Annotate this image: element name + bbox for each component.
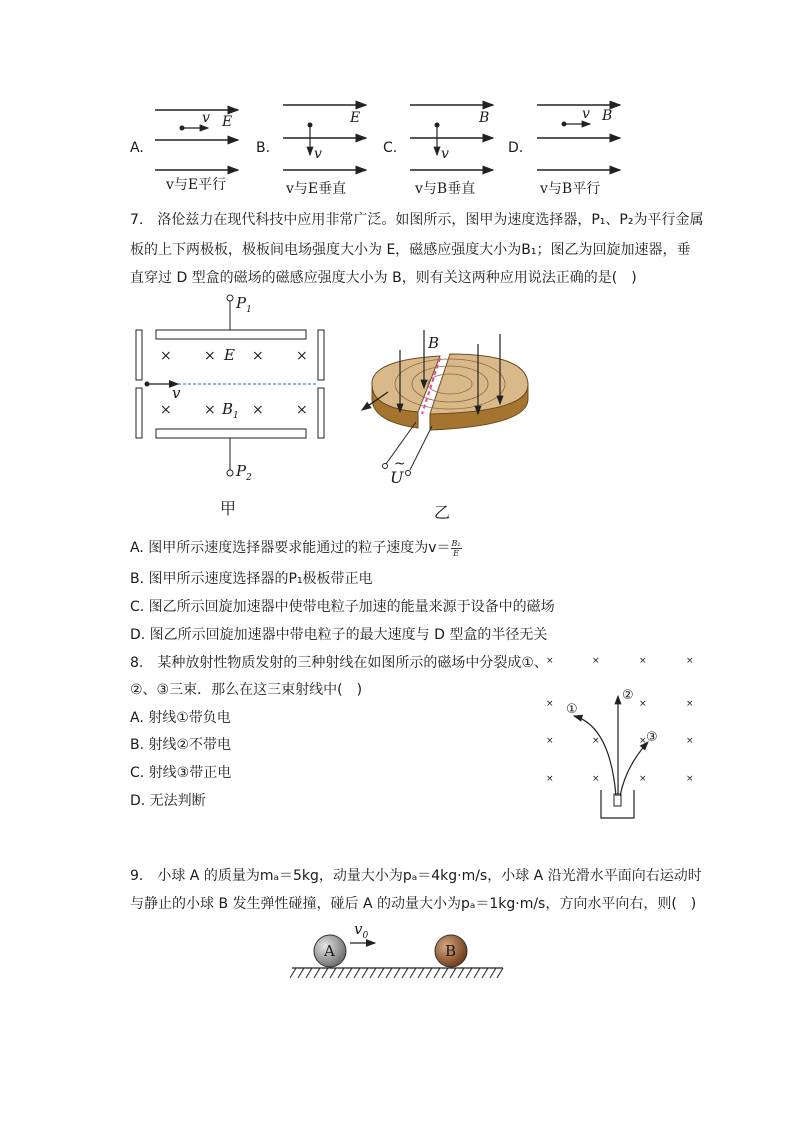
q7-stem-line-1: 7. 洛伦兹力在现代科技中应用非常广泛。如图所示，图甲为速度选择器，P₁、P₂为平行金属 [130, 212, 704, 228]
option-caption: v与E垂直 [286, 181, 347, 197]
velocity-label: v [172, 384, 181, 402]
cross-mark: × [639, 699, 647, 709]
field-lines-diagram [278, 100, 378, 180]
cross-mark: × [160, 348, 172, 364]
cross-mark: × [592, 736, 600, 746]
q7-option-a: A. 图甲所示速度选择器要求能通过的粒子速度为v＝ $\frac{\text{B₁}}{E}$ [130, 538, 461, 558]
b1-label: $B_1$ [222, 400, 239, 421]
q6-option-c [383, 100, 503, 195]
field-label: E [222, 114, 233, 130]
option-caption: v与B平行 [540, 181, 601, 197]
velocity-label: v [314, 146, 322, 162]
cross-mark: × [686, 656, 694, 666]
q6-option-d [508, 100, 638, 195]
q7-option-c: C. 图乙所示回旋加速器中使带电粒子加速的能量来源于设备中的磁场 [130, 599, 555, 615]
figure-caption-jia: 甲 [220, 499, 237, 518]
cross-mark: × [296, 348, 308, 364]
field-label: E [350, 110, 361, 126]
option-letter: C. [383, 140, 398, 156]
initial-velocity-label: $v_0$ [354, 920, 369, 941]
radiation-tracks-drawing [540, 656, 700, 826]
q8-option-b: B. 射线②不带电 [130, 737, 232, 753]
velocity-selector-drawing [130, 292, 330, 492]
velocity-fraction: $\frac{\text{B₁}}{E}$ [451, 538, 461, 558]
velocity-label: v [582, 106, 590, 122]
voltage-tilde: ~ [394, 456, 406, 472]
q7-option-d: D. 图乙所示回旋加速器中带电粒子的最大速度与 D 型盒的半径无关 [130, 627, 548, 643]
p2-label: $P_2$ [236, 462, 252, 483]
field-label: B [479, 110, 490, 126]
option-letter: B. [256, 140, 271, 156]
cross-mark: × [546, 736, 554, 746]
q8-stem-line-1: 8. 某种放射性物质发射的三种射线在如图所示的磁场中分裂成①、 [130, 655, 548, 671]
q6-option-a [130, 100, 250, 195]
track-label-1: ① [566, 702, 578, 717]
q7-option-b: B. 图甲所示速度选择器的P₁极板带正电 [130, 571, 373, 587]
cross-mark: × [252, 348, 264, 364]
q7-stem-line-2: 板的上下两极板，极板间电场强度大小为 E，磁感应强度大小为B₁；图乙为回旋加速器，垂 [130, 242, 691, 258]
cross-mark: × [686, 736, 694, 746]
cyclotron-figure [358, 330, 538, 530]
velocity-selector-figure [130, 292, 330, 522]
cross-mark: × [204, 348, 216, 364]
ball-a-label: A [324, 942, 335, 960]
figure-caption-yi: 乙 [434, 503, 451, 522]
cross-mark: × [160, 402, 172, 418]
q7-stem-line-3: 直穿过 D 型盒的磁场的磁感应强度大小为 B，则有关这两种应用说法正确的是( ) [130, 270, 637, 286]
q8-option-c: C. 射线③带正电 [130, 765, 232, 781]
field-label: B [602, 108, 613, 124]
velocity-label: v [202, 110, 210, 126]
cross-mark: × [546, 774, 554, 784]
cross-mark: × [639, 774, 647, 784]
cross-mark: × [592, 774, 600, 784]
cross-mark: × [639, 656, 647, 666]
b-field-label: B [428, 334, 440, 352]
cross-mark: × [546, 656, 554, 666]
radiation-field-figure [540, 656, 700, 826]
track-label-3: ③ [646, 730, 658, 745]
option-letter: D. [508, 140, 524, 156]
field-lines-diagram [405, 100, 505, 180]
velocity-label: v [441, 146, 449, 162]
q8-option-a: A. 射线①带负电 [130, 710, 231, 726]
field-lines-diagram [150, 100, 250, 180]
ball-b-label: B [445, 942, 457, 960]
cross-mark: × [639, 736, 647, 746]
option-letter: A. [130, 140, 144, 156]
option-caption: v与B垂直 [415, 181, 476, 197]
e-field-label: E [224, 346, 235, 364]
q9-stem-line-1: 9. 小球 A 的质量为mₐ＝5kg，动量大小为pₐ＝4kg·m/s，小球 A 沿光滑水平面向右运动时 [130, 868, 702, 884]
q9-stem-line-2: 与静止的小球 B 发生弹性碰撞，碰后 A 的动量大小为pₐ＝1kg·m/s，方向水平向右，则( ) [130, 896, 697, 912]
cross-mark: × [546, 699, 554, 709]
cross-mark: × [204, 402, 216, 418]
cyclotron-drawing [358, 330, 538, 490]
p1-label: $P_1$ [236, 294, 252, 315]
cross-mark: × [686, 774, 694, 784]
collision-figure [290, 920, 505, 986]
cross-mark: × [296, 402, 308, 418]
q8-option-d: D. 无法判断 [130, 793, 206, 809]
q8-stem-line-2: ②、③三束．那么在这三束射线中( ) [130, 682, 363, 698]
option-caption: v与E平行 [166, 177, 227, 193]
voltage-label: U [390, 468, 404, 487]
collision-drawing [290, 920, 505, 986]
cross-mark: × [592, 656, 600, 666]
track-label-2: ② [622, 688, 634, 703]
cross-mark: × [252, 402, 264, 418]
cross-mark: × [686, 699, 694, 709]
q6-option-b [256, 100, 376, 195]
